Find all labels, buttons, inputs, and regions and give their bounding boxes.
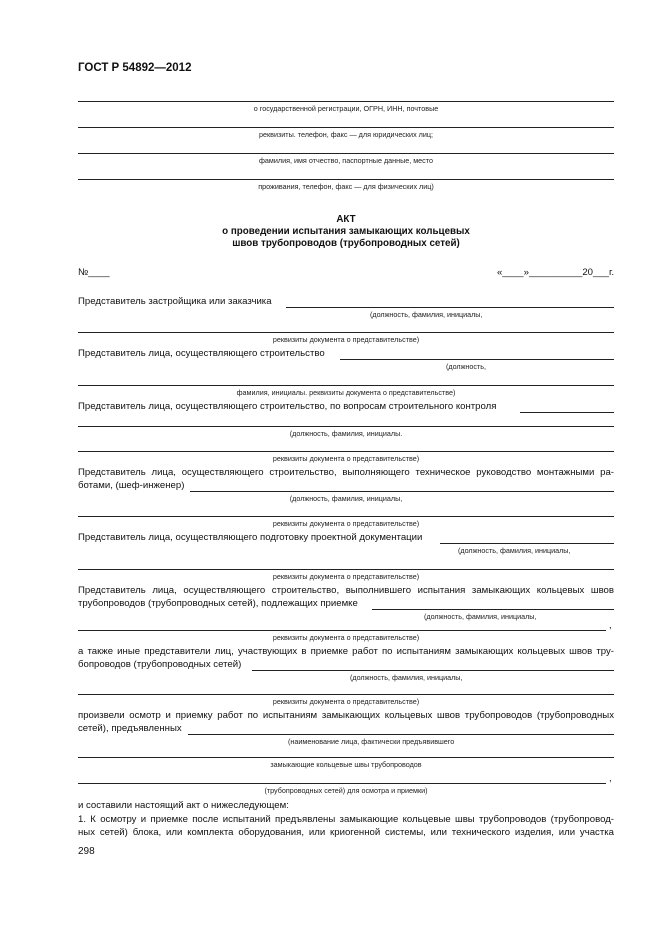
design-caption-2: реквизиты документа о представительстве) (272, 572, 420, 581)
others-caption-1: (должность, фамилия, инициалы, (350, 673, 463, 682)
requisites-line-3 (78, 153, 614, 154)
doc-number: №____ (78, 267, 110, 278)
tester-caption-2: реквизиты документа о представительстве) (272, 633, 420, 642)
control-field[interactable] (520, 412, 614, 413)
tester-field[interactable] (372, 609, 614, 610)
presented-label-line-1: произвели осмотр и приемку работ по испытаниям замыкающих кольцевых швов трубопроводов (трубопроводных (78, 710, 614, 721)
tech-caption-2: реквизиты документа о представительстве) (272, 519, 420, 528)
tester-caption-1: (должность, фамилия, инициалы, (424, 612, 537, 621)
builder-field-2[interactable] (78, 385, 614, 386)
developer-field-2[interactable] (78, 332, 614, 333)
presented-comma: , (609, 773, 612, 784)
requisites-caption-3: фамилия, имя отчество, паспортные данные, место (259, 156, 433, 165)
presented-caption-2: замыкающие кольцевые швы трубопроводов (270, 760, 422, 769)
requisites-caption-1: о государственной регистрации, ОГРН, ИНН, почтовые (253, 104, 439, 113)
design-caption-1: (должность, фамилия, инициалы, (458, 546, 571, 555)
developer-caption-2: реквизиты документа о представительстве) (272, 335, 420, 344)
tester-comma: , (609, 620, 612, 631)
closing-text: и составили настоящий акт о нижеследующем: (78, 800, 289, 811)
others-caption-2: реквизиты документа о представительстве) (272, 697, 420, 706)
others-field-2[interactable] (78, 694, 614, 695)
tech-field[interactable] (190, 491, 614, 492)
presented-field-3[interactable] (78, 783, 606, 784)
page-number: 298 (78, 846, 95, 857)
control-caption-2: реквизиты документа о представительстве) (272, 454, 420, 463)
builder-caption-1: (должность, (446, 362, 487, 371)
requisites-line-1 (78, 101, 614, 102)
developer-label: Представитель застройщика или заказчика (78, 296, 272, 307)
act-subtitle-2: швов трубопроводов (трубопроводных сетей) (232, 238, 460, 249)
others-field[interactable] (252, 670, 614, 671)
others-label-line-1: а также иные представители лиц, участвующих в приемке работ по испытаниям замыкающих кольцевых швов тру- (78, 646, 614, 657)
presented-caption-1: (наименование лица, фактически предъявившего (288, 737, 455, 746)
requisites-caption-2: реквизиты. телефон, факс — для юридических лиц; (259, 130, 433, 139)
tester-field-2[interactable] (78, 630, 606, 631)
standard-header: ГОСТ Р 54892—2012 (78, 62, 192, 74)
control-field-2[interactable] (78, 426, 614, 427)
design-label: Представитель лица, осуществляющего подготовку проектной документации (78, 532, 423, 543)
builder-caption-2: фамилия, инициалы. реквизиты документа о представительстве) (236, 388, 456, 397)
control-caption-1: (должность, фамилия, инициалы. (289, 429, 403, 438)
control-label: Представитель лица, осуществляющего строительство, по вопросам строительного контроля (78, 401, 497, 412)
presented-field[interactable] (188, 734, 614, 735)
item1-line-2: ных сетей) блока, или комплекта оборудования, или криогенной системы, или технического изделия, или участка (78, 827, 614, 838)
requisites-line-2 (78, 127, 614, 128)
design-field[interactable] (440, 543, 614, 544)
tester-label-line-1: Представитель лица, осуществляющего строительство, выполнившего испытания замыкающих кольцевых швов (78, 585, 614, 596)
builder-label: Представитель лица, осуществляющего строительство (78, 348, 325, 359)
presented-caption-3: (трубопроводных сетей) для осмотра и приемки) (264, 786, 428, 795)
requisites-caption-4: проживания, телефон, факс — для физических лиц) (258, 182, 434, 191)
developer-field[interactable] (286, 307, 614, 308)
doc-date: «____»__________20___г. (496, 267, 614, 278)
item1-line-1: 1. К осмотру и приемке после испытаний предъявлены замыкающие кольцевые швы трубопроводов (трубопровод- (78, 814, 614, 825)
requisites-line-4 (78, 179, 614, 180)
tech-label-line-1: Представитель лица, осуществляющего строительство, выполняющего техническое руководство монтажными ра- (78, 467, 614, 478)
tech-label-line-2: ботами, (шеф-инженер) (78, 480, 185, 491)
others-label-line-2: бопроводов (трубопроводных сетей) (78, 659, 242, 670)
tech-field-2[interactable] (78, 516, 614, 517)
presented-field-2[interactable] (78, 757, 614, 758)
builder-field[interactable] (340, 359, 614, 360)
presented-label-line-2: сетей), предъявленных (78, 723, 182, 734)
act-subtitle-1: о проведении испытания замыкающих кольцевых (222, 226, 470, 237)
tech-caption-1: (должность, фамилия, инициалы, (289, 494, 403, 503)
control-field-3[interactable] (78, 451, 614, 452)
design-field-2[interactable] (78, 569, 614, 570)
tester-label-line-2: трубопроводов (трубопроводных сетей), подлежащих приемке (78, 598, 358, 609)
act-title: АКТ (336, 214, 356, 225)
developer-caption-1: (должность, фамилия, инициалы, (370, 310, 483, 319)
